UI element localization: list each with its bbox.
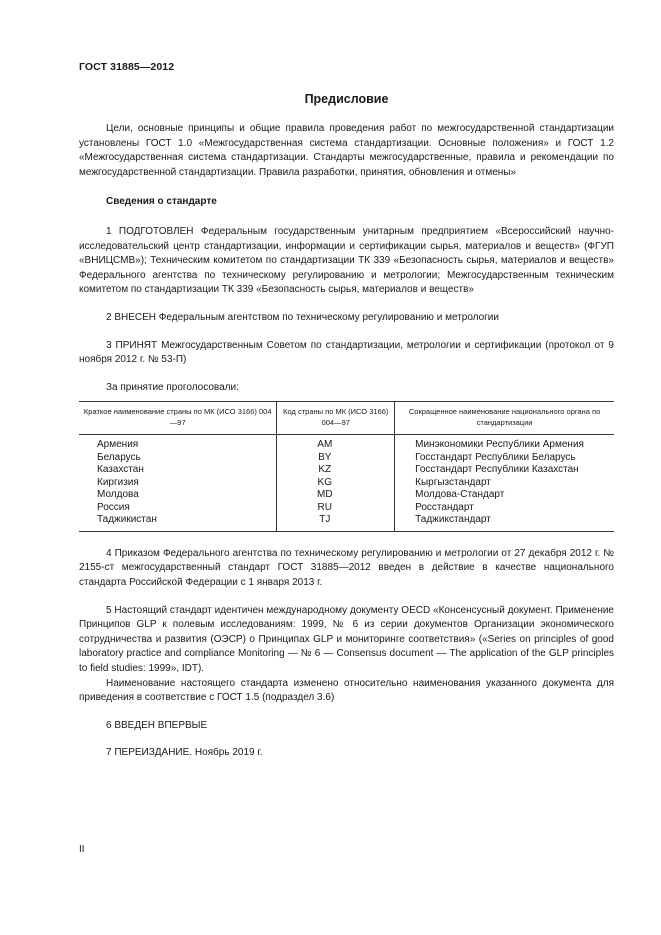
item-5: 5 Настоящий стандарт идентичен международному документу OECD «Консенсусный документ. Применение Принципов GLP к полевым исследованиям: 1999, № 6 из серии документов Организации экономического сотрудничества и развития (ОЭСР) о Принципах GLP и мониторинге соответствия» («Series on principles of good laboratory practice and compliance Monitoring — № 6 — Consensus document — The application of the GLP principles to field studies: 1999», IDT).: [79, 604, 614, 674]
country-name: Россия: [97, 501, 130, 513]
item-1: 1 ПОДГОТОВЛЕН Федеральным государственным унитарным предприятием «Всероссийский научно-исследовательский центр стандартизации, информации и сертификации сырья, материалов и веществ» (ФГУП «ВНИЦСМВ»); Техническим комитетом по стандартизации ТК 339 «Безопасность сырья, материалов и веществ» Федерального агентства по техническому регулированию и метрологии; Межгосударственным техническим комитетом по стандартизации ТК 339 «Безопасность сырья, материалов и веществ»: [79, 225, 614, 296]
country-name: Таджикистан: [79, 514, 277, 531]
table-row: [79, 502, 614, 515]
voted-label: За принятие проголосовали:: [106, 381, 239, 393]
item-5-note: Наименование настоящего стандарта изменено относительно наименования указанного документа для приведения в соответствие с ГОСТ 1.5 (подраздел 3.6): [79, 677, 614, 704]
header-country-code: Код страны по МК (ИСО 3166) 004—97: [277, 402, 395, 435]
header-country-name: Краткое наименование страны по МК (ИСО 3166) 004—97: [79, 402, 277, 435]
preface-content: [79, 122, 614, 761]
table-header-row: [79, 402, 614, 435]
item-3: 3 ПРИНЯТ Межгосударственным Советом по стандартизации, метрологии и сертификации (протокол от 9 ноября 2012 г. № 53-П): [79, 339, 614, 366]
country-name: Киргизия: [97, 476, 139, 488]
item-7: 7 ПЕРЕИЗДАНИЕ. Ноябрь 2019 г.: [106, 747, 263, 759]
country-code: TJ: [277, 514, 395, 531]
intro-paragraph: Цели, основные принципы и общие правила проведения работ по межгосударственной стандартизации установлены ГОСТ 1.0 «Межгосударственная система стандартизации. Основные положения» и ГОСТ 1.2 «Межгосударственная система стандартизации. Стандарты межгосударственные, правила и рекомендации по межгосударственной стандартизации. Правила разработки, принятия, обновления и отмены»: [79, 123, 614, 178]
table-row: [79, 477, 614, 490]
standards-body: Молдова-Стандарт: [395, 489, 614, 502]
country-code: KZ: [277, 464, 395, 477]
country-code: BY: [277, 452, 395, 465]
country-code: RU: [277, 502, 395, 515]
country-code: MD: [277, 489, 395, 502]
standards-body: Кыргызстандарт: [395, 477, 614, 490]
voting-table: [79, 401, 614, 532]
table-row: [79, 452, 614, 465]
item-4: 4 Приказом Федерального агентства по техническому регулированию и метрологии от 27 декабря 2012 г. № 2155-ст межгосударственный стандарт ГОСТ 31885—2012 введен в действие в качестве национального стандарта Российской Федерации с 1 января 2013 г.: [79, 547, 614, 588]
document-code: ГОСТ 31885—2012: [79, 61, 175, 73]
country-name: Казахстан: [97, 464, 144, 476]
table-row: [79, 435, 614, 452]
item-2: 2 ВНЕСЕН Федеральным агентством по техническому регулированию и метрологии: [106, 311, 499, 323]
country-code: KG: [277, 477, 395, 490]
header-standards-body: Сокращенное наименование национального органа по стандартизации: [395, 402, 614, 435]
standards-body: Минэкономики Республики Армения: [395, 435, 614, 452]
page-title: Предисловие: [304, 92, 389, 106]
country-name: Молдова: [97, 489, 139, 501]
country-code: AM: [277, 435, 395, 452]
standards-body: Госстандарт Республики Казахстан: [395, 464, 614, 477]
table-row: [79, 514, 614, 531]
subheading: Сведения о стандарте: [106, 196, 217, 208]
table-row: [79, 464, 614, 477]
standards-body: Росстандарт: [395, 502, 614, 515]
country-name: Беларусь: [97, 451, 141, 463]
country-name: Армения: [97, 439, 139, 451]
standards-body: Таджикстандарт: [395, 514, 614, 531]
table-row: [79, 489, 614, 502]
standards-body: Госстандарт Республики Беларусь: [395, 452, 614, 465]
item-6: 6 ВВЕДЕН ВПЕРВЫЕ: [106, 719, 208, 731]
page-number: II: [79, 844, 85, 855]
